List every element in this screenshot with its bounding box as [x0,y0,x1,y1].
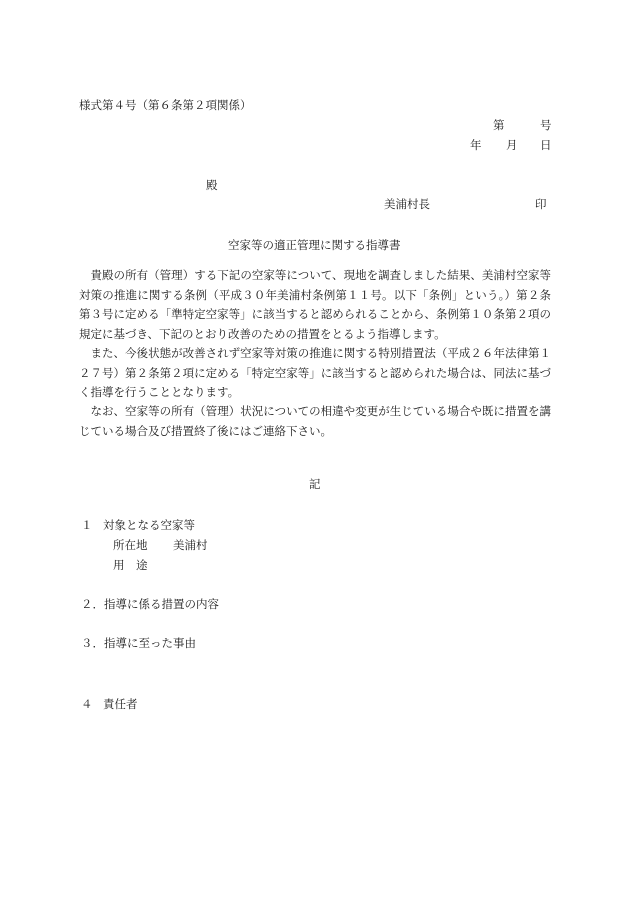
item-4-title: 責任者 [103,697,138,711]
item-2-heading: ２．指導に係る措置の内容 [81,597,219,611]
use-label: 用 途 [113,558,148,572]
location-value: 美浦村 [173,538,208,552]
location-label: 所在地 [113,538,148,552]
date-year-label: 年 [470,138,482,152]
body-paragraph-3: なお、空家等の所有（管理）状況についての相違や変更が生じている場合や既に措置を講じている場合及び措置終了後にはご連絡下さい。 [79,404,551,438]
addressee-honorific: 殿 [206,178,218,192]
document-number-prefix: 第 [493,118,505,132]
body-paragraph-2: また、今後状態が改善されず空家等対策の推進に関する特別措置法（平成２６年法律第１２７号）第２条第２項に定める「特定空家等」に該当すると認められた場合は、同法に基づく指導を行うこととなります。 [79,346,551,399]
date-month-label: 月 [506,138,518,152]
seal-mark: 印 [535,197,547,211]
document-number-suffix: 号 [540,118,552,132]
body-paragraph-1: 貴殿の所有（管理）する下記の空家等について、現地を調査しました結果、美浦村空家等対策の推進に関する条例（平成３０年美浦村条例第１１号。以下「条例」という。）第２条第３号に定める「準特定空家等」に該当すると認められることから、条例第１０条第２項の規定に基づき、下記のとおり改善のための措置をとるよう指導します。 [79,268,551,341]
issuer-title: 美浦村長 [384,197,430,211]
document-title: 空家等の適正管理に関する指導書 [228,238,401,252]
item-1-number: １ [81,518,93,532]
form-number-label: 様式第４号（第６条第２項関係） [79,98,252,112]
item-3-heading: ３．指導に至った事由 [81,636,196,650]
item-4-number: ４ [81,697,93,711]
date-day-label: 日 [540,138,552,152]
ki-heading: 記 [309,477,321,491]
item-1-title: 対象となる空家等 [103,518,195,532]
